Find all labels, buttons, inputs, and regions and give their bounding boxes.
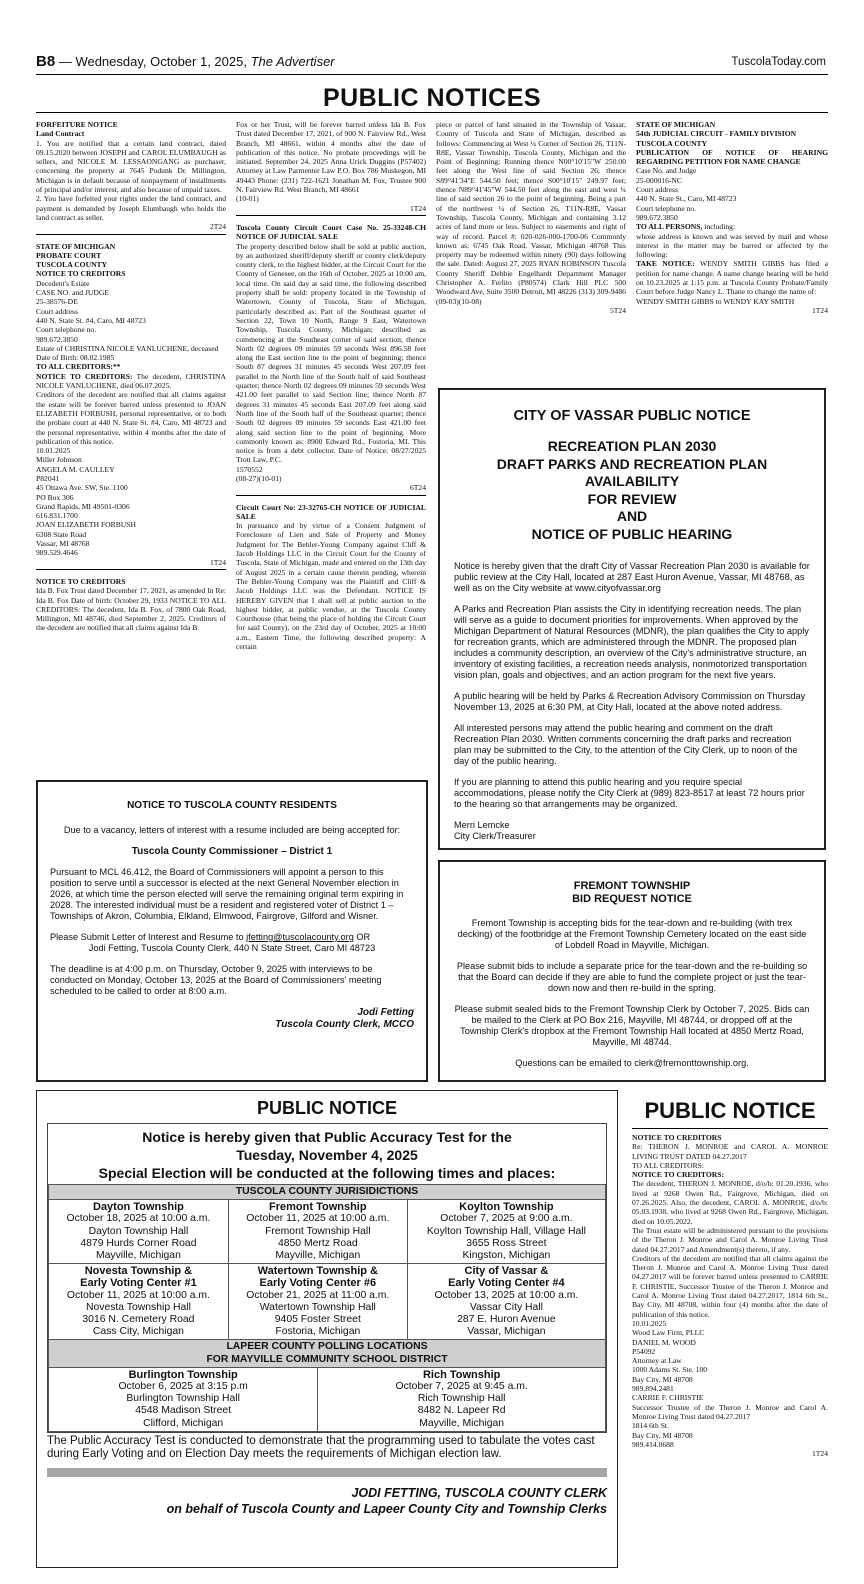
- monroe-line: 10.01.2025: [632, 1318, 667, 1328]
- accuracy-headline-line: Tuesday, November 4, 2025: [236, 1147, 418, 1163]
- vassar-paragraph: A Parks and Recreation Plan assists the City in identifying recreation needs. The plan will serve as a guide to document priorities for improvements. When approved by the Michigan Department of Natural Resources (MDNR), the plan qualifies the City to apply for recreation grants, which are administered through the MDNR. The proposed plan includes a community description, an overview of the City's administrative structure, an inventory of existing facilities, a recreation needs analysis, nonmotorized transportation vision plan, goals and objectives, and an action program for the next five years.: [454, 604, 809, 680]
- voting-center-name: Early Voting Center #4: [448, 1277, 565, 1290]
- judicial-sale-number: 1570552: [236, 464, 263, 474]
- probate-line: Court telephone no.: [36, 325, 97, 335]
- test-city: Fostoria, Michigan: [275, 1326, 361, 1338]
- take-notice-text: WENDY SMITH GIBBS has filed a petition for name change. A name change hearing will be held on 10.23.2025 at 1:15 p.m. at Tuscola County Probate/Family Court before Judge Nancy L. Thane to change the name of:: [636, 259, 828, 297]
- probate-line: Vassar, MI 48768: [36, 539, 90, 549]
- monroe-paragraph: The Trust estate will be administered pursuant to the provisions of the Theron J. Monroe and Carol A. Monroe Living Trust dated 04.27.2017 and Amendment(s) thereto, if any.: [632, 1225, 828, 1254]
- probate-line: Estate of CHRISTINA NICOLE VANLUCHENE, deceased: [36, 343, 219, 353]
- submit-or: OR: [353, 932, 371, 942]
- judicial-sale-body: The property described below shall be sold at public auction, by an authorized sheriff/deputy sheriff or county clerk/deputy county clerk, to the highest bidder, at the Circuit Court for the County of Genesee, on the 16th of October, 2025 at 10:00 am, local time. On said day at said time, the following described property shall be sold: property located in the Township of Watertown, County of Tuscola, State of Michigan, particularly described as: Part of the Southeast quarter of Section 22, Town 10 North, Range 9 East, Watertown Township, Tuscola County, Michigan; described as commencing at the Southeast corner of said section; thence North 02 degrees 09 minutes 59 seconds West 896.58 feet along the East section line to the point of beginning; thence South 87 degrees 31 minutes 45 seconds West 207.09 feet parallel to the North line of the South half of said Southeast quarter; thence North 02 degrees 09 minutes 59 seconds West 421.00 feet parallel to said Section line; thence North 87 degrees 31 minutes 45 seconds East 207.09 feet along said North line of the South half of the Southeast quarter; thence South 02 degrees 09 minutes 59 seconds East 421.00 feet along said section line to the point of beginning. More commonly known as: 8900 Edward Rd., Fostoria, MI. This notice is from a debt collector. Date of Notice: 08/27/2025 Trott Law, P.C.: [236, 241, 426, 465]
- fox-trust-dates: (10-01): [236, 194, 259, 204]
- test-street: 4879 Hurds Corner Road: [80, 1237, 197, 1249]
- polling-table: [48, 1184, 606, 1432]
- location-cell: [49, 1200, 229, 1264]
- forfeiture-paragraph-1: 1. You are notified that a certain land contract, dated 09.15.2020 between JOSEPH and CAROL ELUMBAUGH as sellers, and NICOLE M. LESSAONGANG as purchaser, concerning the property at 7645 Podunk Dr. Millington, Michigan is in default because of nonpayment of installments of principal and/or interest, and also because of unpaid taxes.: [36, 138, 226, 195]
- insertion-code: 1T24: [409, 203, 426, 213]
- probate-line: Decedent's Estate: [36, 278, 90, 288]
- township-name: City of Vassar &: [464, 1265, 549, 1278]
- vassar-paragraph: All interested persons may attend the public hearing and comment on the draft Recreation Plan 2030. Written comments concerning the draft parks and recreation plan may be submitted to the City, to the attention of the City Clerk, up to noon of the day of the public hearing.: [454, 723, 798, 766]
- name-change-whose: whose address is known and was served by mail and whose interest in the matter may be barred or affected by the following:: [636, 231, 828, 260]
- test-datetime: October 21, 2025 at 11:00 a.m.: [246, 1289, 390, 1301]
- to-all-text: including:: [702, 222, 736, 232]
- to-all-label: TO ALL PERSONS,: [636, 222, 703, 232]
- tuscola-jurisdictions-band: TUSCOLA COUNTY JURISIDICTIONS: [49, 1185, 606, 1200]
- name-change-line: 440 N. State St., Caro, MI 48723: [636, 194, 737, 204]
- monroe-line: 989.414.0688: [632, 1439, 674, 1449]
- paper-name: The Advertiser: [250, 54, 335, 69]
- location-cell: [318, 1367, 606, 1431]
- vassar-city-heading: CITY OF VASSAR PUBLIC NOTICE: [513, 408, 751, 424]
- accuracy-headline-line: Notice is hereby given that Public Accuracy Test for the: [142, 1129, 512, 1145]
- monroe-body: [632, 1133, 828, 1458]
- test-datetime: October 18, 2025 at 10:00 a.m.: [66, 1213, 211, 1225]
- submit-address: Jodi Fetting, Tuscola County Clerk, 440 N State Street, Caro MI 48723: [88, 943, 376, 953]
- location-cell: [49, 1367, 318, 1431]
- probate-line: 45 Ottawa Ave. SW, Ste. 1100: [36, 483, 128, 493]
- probate-line: CASE NO. and JUDGE: [36, 288, 109, 298]
- monroe-line: 1000 Adams St. Ste. 100: [632, 1365, 708, 1375]
- probate-heading: TUSCOLA COUNTY: [36, 260, 108, 270]
- location-cell: [49, 1264, 229, 1340]
- name-change-line: 25-000016-NC: [636, 175, 682, 185]
- test-venue: Fremont Township Hall: [265, 1225, 371, 1237]
- probate-line: 989.529.4646: [36, 548, 78, 558]
- probate-line: 440 N. State St. #4, Caro, MI 48723: [36, 315, 146, 325]
- judicial-sale-2-body: In pursuance and by virtue of a Consent Judgment of Foreclosure of Lien and Sale of Property and Money Judgment for The Behler-Young Company against Cliff & Jacob Holdings LLC in the Circuit Court for the County of Tuscola, State of Michigan, made and entered on the 13th day of August 2025 in a certain cause therein pending, wherein The Behler-Young Company was the Plaintiff and Cliff & Jacob Holdings LLC was the Defendant. NOTICE IS HEREBY GIVEN that I shall sell at public auction to the highest bidder, at public vendue, at the Tuscola County Courthouse (that being the place of holding the Circuit Court for said County), on the 23rd day of October, 2025 at 10:00 a.m., Eastern Time, the following described property: A certain: [236, 521, 426, 652]
- signature-title: Tuscola County Clerk, MCCO: [275, 1019, 414, 1030]
- vassar-title-line: RECREATION PLAN 2030: [547, 438, 717, 454]
- judicial-sale-2-continued: piece or parcel of land situated in the Township of Vassar, County of Tuscola and State of Michigan, described as follows: Commencing at West ¼ Corner of Section 26, T11N-R8E, Vassar Township, Tuscola County, Michigan and the Point of Beginning; Running thence N00°10'15"W 250.00 feet along the West line of said Section 26; thence S89°41'34"E 544.50 feet; thence S00°10'15" 249.97 feet; thence N89°41'45"W 544.50 feet along the east and west ¼ line of said section 26 to the point of beginning. Being a part of the northwest ¼ of Section 26, T11N-R8E, Vassar Township, Tuscola County, Michigan and containing 3.12 acres of land more or less. Subject to easements and right of way of record. Parcel #: 020-026-000-1700-06 Commonly known as: 6745 Oak Road, Vassar, Michigan 48768 This property may be redeemed within ninety (90) days following the sale. Dated: August 27, 2025 RYAN ROBINSON Tuscola County Sheriff Debbie Engelhardt Department Manager Christopher A. Ferlito (P80574) Clark Hill PLC 500 Woodward Ave, Suite 3500 Detroit, MI 48226 (313) 309-9486: [436, 120, 626, 297]
- probate-line: 6308 State Road: [36, 529, 87, 539]
- creditors-body: Ida B. Fox Trust dated December 17, 2021, as amended In Re: Ida B. Fox Date of birth: October 29, 1933 NOTICE TO ALL CREDITORS: The decedent, Ida B. Fox, of 7800 Oak Road, Millington, MI 48746, died September 2, 2025. Creditors of the decedent are notified that all claims against Ida B.: [36, 586, 226, 633]
- probate-line: ANGELA M. CAULLEY: [36, 464, 115, 474]
- fremont-bid-notice: [438, 860, 826, 1082]
- test-street: 4548 Madison Street: [135, 1405, 232, 1417]
- vassar-signature-name: Merri Lemcke: [454, 820, 510, 830]
- vassar-title-line: FOR REVIEW: [587, 490, 677, 507]
- monroe-line: 1814 6th St.: [632, 1421, 669, 1431]
- take-notice: [636, 259, 828, 296]
- fremont-title: [454, 880, 810, 906]
- probate-body: Creditors of the decedent are notified that all claims against the estate will be forever barred unless presented to JOAN ELIZABETH FORBUSH, personal representative, or to both the probate court at 440 N. State St. #4, Caro, MI 48723 and the personal representative, within 4 months after the date of publication of this notice.: [36, 390, 226, 446]
- test-venue: Rich Township Hall: [417, 1393, 506, 1405]
- vassar-paragraph: A public hearing will be held by Parks & Recreation Advisory Commission on Thursday November 13, 2025 at 6:30 PM, at City Hall, located at the above noted address.: [454, 691, 806, 712]
- test-venue: Dayton Township Hall: [88, 1225, 189, 1237]
- probate-notice-label: NOTICE TO CREDITORS:: [36, 371, 133, 381]
- vassar-body: [454, 561, 810, 842]
- location-cell: [228, 1264, 407, 1340]
- monroe-line: Successor Trustee of the Theron J. Monroe and Carol A. Monroe Living Trust dated 04.27.2017: [632, 1402, 828, 1421]
- vassar-signature-title: City Clerk/Treasurer: [454, 831, 536, 841]
- name-change-heading: TUSCOLA COUNTY: [636, 138, 708, 148]
- page-header-left: [36, 53, 335, 70]
- probate-heading: STATE OF MICHIGAN: [36, 241, 116, 251]
- submit-text: Please Submit Letter of Interest and Resume to: [50, 932, 247, 942]
- tuscola-residents-title: NOTICE TO TUSCOLA COUNTY RESIDENTS: [127, 800, 337, 811]
- monroe-line: Bay City, MI 48708: [632, 1374, 693, 1384]
- test-street: 3655 Ross Street: [466, 1237, 547, 1249]
- probate-notice-text: The decedent, CHRISTINA NICOLE VANLUCHENE, died 06.07.2025.: [36, 371, 226, 391]
- monroe-line: Bay City, MI 48708: [632, 1430, 693, 1440]
- test-city: Vassar, Michigan: [467, 1326, 546, 1338]
- voting-center-name: Early Voting Center #1: [80, 1277, 197, 1290]
- tuscola-residents-paragraph: Pursuant to MCL 46.412, the Board of Commissioners will appoint a person to this position to serve until a successor is elected at the next General November election in 2026, at which time the person elected will serve the remaining original term expiring in 2028. The interested individual must be a resident and registered voter of District 1 – Townships of Akron, Columbia, Elkland, Elmwood, Fairgrove, Gilford and Wisner.: [50, 867, 404, 921]
- insertion-code: 1T24: [811, 305, 828, 315]
- test-datetime: October 11, 2025 at 10:00 a.m.: [246, 1213, 390, 1225]
- fremont-body: [454, 918, 810, 1069]
- vassar-title-block: [454, 438, 810, 543]
- monroe-line: Wood Law Firm, PLLC: [632, 1328, 705, 1338]
- creditors-heading: NOTICE TO CREDITORS: [36, 576, 126, 586]
- township-name: Dayton Township: [93, 1201, 184, 1214]
- fox-trust-continued: Fox or her Trust, will be forever barred unless Ida B. Fox Trust dated December 17, 2021, of 900 N. Fairview Rd., West Branch, MI 48661, within 4 months after the date of publication of this notice. No probate proceedings will be initiated. September 24, 2025 Anna Urick Duggins (P57402) Attorney at Law Parmenter Law P.O. Box 786 Muskegon, MI 49443 Phone: (231) 722-1621 Jonathan M. Fox, Trustee 900 N. Fairview Rd. West Branch, MI 48661: [236, 120, 426, 195]
- accuracy-headline-line: Special Election will be conducted at the following times and places:: [98, 1165, 556, 1181]
- test-venue: Koylton Township Hall, Village Hall: [426, 1225, 586, 1237]
- name-change-result: WENDY SMITH GIBBS to WENDY KAY SMITH: [636, 296, 795, 306]
- judicial-sale-dates: (08-27)(10-01): [236, 473, 282, 483]
- test-venue: Vassar City Hall: [469, 1301, 543, 1313]
- probate-heading: PROBATE COURT: [36, 250, 102, 260]
- test-venue: Watertown Township Hall: [259, 1301, 376, 1313]
- column-3: [436, 120, 626, 315]
- accuracy-notice-title: PUBLIC NOTICE: [256, 1098, 397, 1118]
- insertion-code: 1T24: [811, 1449, 828, 1459]
- test-datetime: October 13, 2025 at 10:00 a.m.: [434, 1289, 579, 1301]
- probate-line: 10.01.2025: [36, 446, 71, 456]
- test-venue: Burlington Township Hall: [126, 1393, 240, 1405]
- monroe-to-all: TO ALL CREDITORS:: [632, 1160, 705, 1170]
- signature-name: Jodi Fetting: [357, 1007, 414, 1018]
- name-change-line: Court telephone no.: [636, 203, 697, 213]
- test-city: Kingston, Michigan: [462, 1250, 551, 1262]
- take-notice-label: TAKE NOTICE:: [636, 259, 695, 269]
- gray-divider-bar: [47, 1468, 607, 1477]
- lapeer-band-line: FOR MAYVILLE COMMUNITY SCHOOL DISTRICT: [206, 1353, 448, 1365]
- test-city: Mayville, Michigan: [95, 1250, 181, 1262]
- signature-title: on behalf of Tuscola County and Lapeer County City and Township Clerks: [166, 1501, 607, 1516]
- page-number: B8: [36, 53, 56, 70]
- separator: [36, 569, 226, 570]
- submit-line: [50, 932, 414, 943]
- monroe-line: CARRIE F. CHRISTIE: [632, 1393, 704, 1403]
- fremont-title-line: FREMONT TOWNSHIP: [573, 880, 691, 892]
- dateline: Wednesday, October 1, 2025,: [75, 54, 247, 69]
- vassar-paragraph: Notice is hereby given that the draft City of Vassar Recreation Plan 2030 is available for public review at the City Hall, located at 287 East Huron Avenue, Vassar, MI 48768, as well as on the City website at www.cityofvassar.org: [454, 561, 810, 593]
- monroe-re: Re: THERON J. MONROE and CAROL A. MONROE LIVING TRUST DATED 04.27.2017: [632, 1142, 828, 1161]
- forfeiture-paragraph-2: 2. You have forfeited your rights under the land contract, and payment is demanded by Joseph Elumbaugh who holds the land contract as seller.: [36, 194, 226, 222]
- forfeiture-subheading: Land Contract: [36, 129, 85, 139]
- lapeer-band: [49, 1340, 606, 1367]
- test-city: Mayville, Michigan: [275, 1250, 361, 1262]
- test-city: Clifford, Michigan: [143, 1417, 224, 1429]
- name-change-line: Case No. and Judge: [636, 166, 697, 176]
- title-rule: [36, 112, 828, 113]
- probate-notice: [36, 372, 226, 391]
- monroe-line: Attorney at Law: [632, 1356, 682, 1366]
- insertion-code: 1T24: [209, 557, 226, 567]
- probate-line: P82041: [36, 473, 60, 483]
- name-change-line: 989.672.3850: [636, 212, 678, 222]
- monroe-line: P54092: [632, 1346, 656, 1356]
- page-title: PUBLIC NOTICES: [322, 84, 542, 112]
- judicial-sale-2-heading: Circuit Court No: 23-32765-CH NOTICE OF JUDICIAL SALE: [236, 502, 426, 521]
- test-street: 287 E. Huron Avenue: [457, 1314, 556, 1326]
- tuscola-residents-intro: Due to a vacancy, letters of interest with a resume included are being accepted for:: [63, 825, 401, 835]
- test-city: Mayville, Michigan: [419, 1417, 505, 1429]
- accuracy-headline: [48, 1124, 606, 1184]
- monroe-paragraph: Creditors of the decedent are notified that all claims against the Theron J. Monroe and Carol A. Monroe Living Trust dated 04.27.2017 will be forever barred unless presented to CARRIE F. CHRISTIE, Successor Trustee of the Theron J. Monroe and Carol A. Monroe Living Trust dated 04.27.2017, 1814 6th St., Bay City, MI 48708, within four (4) months after the date of publication of this notice.: [632, 1253, 828, 1319]
- probate-heading: NOTICE TO CREDITORS: [36, 269, 126, 279]
- judicial-sale-heading: Tuscola County Circuit Court Case No. 25-33248-CH NOTICE OF JUDICIAL SALE: [236, 222, 426, 242]
- location-cell: [407, 1200, 605, 1264]
- probate-line: JOAN ELIZABETH FORBUSH: [36, 520, 136, 530]
- separator: [236, 495, 426, 496]
- insertion-code: 6T24: [409, 483, 426, 493]
- probate-line: Date of Birth: 08.02.1985: [36, 353, 115, 363]
- tuscola-residents-body: [50, 825, 414, 1031]
- fremont-paragraph: Questions can be emailed to clerk@fremonttownship.org.: [515, 1058, 749, 1068]
- vassar-recreation-notice: [438, 388, 826, 850]
- accuracy-signature: [47, 1485, 607, 1517]
- probate-to-all: TO ALL CREDITORS:**: [36, 362, 121, 372]
- township-name: Koylton Township: [459, 1201, 554, 1214]
- lapeer-band-line: LAPEER COUNTY POLLING LOCATIONS: [226, 1341, 428, 1353]
- column-1: [36, 120, 226, 633]
- monroe-public-notice: [632, 1098, 828, 1458]
- accuracy-test-notice: [36, 1090, 618, 1568]
- probate-line: Grand Rapids, MI 49501-0306: [36, 501, 130, 511]
- name-change-line: Court address: [636, 185, 678, 195]
- test-datetime: October 7, 2025 at 9:45 a.m.: [395, 1381, 528, 1393]
- tuscola-signature: [50, 1007, 414, 1031]
- column-4: [636, 120, 828, 315]
- deadline-paragraph: The deadline is at 4:00 p.m. on Thursday, October 9, 2025 with interviews to be conducted on Monday, October 13, 2025 at the Board of Commissioners' meeting scheduled to be called to order at 8:00 a.m.: [50, 964, 382, 996]
- township-name: Burlington Township: [128, 1368, 238, 1381]
- test-datetime: October 11, 2025 at 10:00 a.m.: [66, 1289, 210, 1301]
- test-city: Cass City, Michigan: [92, 1326, 184, 1338]
- dash: —: [58, 54, 76, 69]
- monroe-line: 989.894.2481: [632, 1384, 674, 1394]
- township-name: Novesta Township &: [84, 1265, 193, 1278]
- probate-line: PO Box 306: [36, 492, 74, 502]
- judicial-sale-2-dates: (09-03)(10-08): [436, 296, 482, 306]
- monroe-line: DANIEL M. WOOD: [632, 1337, 696, 1347]
- header-rule: [36, 74, 828, 75]
- fremont-paragraph: Please submit bids to include a separate price for the tear-down and the re-building so that the Board can decide if they are able to fund the complete project or just the tear-down now and then re-build in the spring.: [456, 961, 808, 993]
- township-name: Fremont Township: [269, 1201, 367, 1214]
- monroe-heading: NOTICE TO CREDITORS: [632, 1133, 722, 1142]
- location-cell: [228, 1200, 407, 1264]
- fremont-title-line: BID REQUEST NOTICE: [572, 893, 692, 905]
- probate-line: 989.672.3850: [36, 334, 78, 344]
- township-name: Watertown Township &: [257, 1265, 378, 1278]
- test-street: 3016 N. Cemetery Road: [82, 1314, 195, 1326]
- site-name: TuscolaToday.com: [731, 56, 826, 68]
- accuracy-inner-frame: [47, 1123, 607, 1433]
- township-name: Rich Township: [422, 1368, 501, 1381]
- test-street: 8482 N. Lapeer Rd: [417, 1405, 506, 1417]
- vassar-paragraph: If you are planning to attend this public hearing and you require special accommodations, please notify the City Clerk at (989) 823-8517 at least 72 hours prior to the hearing so that arrangements may be organized.: [454, 777, 805, 809]
- separator: [236, 215, 426, 216]
- name-change-heading: 54th JUDICIAL CIRCUIT - FAMILY DIVISION: [636, 129, 797, 139]
- test-datetime: October 7, 2025 at 9:00 a.m.: [440, 1213, 573, 1225]
- clerk-email-link[interactable]: jfetting@tuscolacounty.org: [246, 932, 354, 942]
- test-venue: Novesta Township Hall: [85, 1301, 191, 1313]
- vassar-title-line: NOTICE OF PUBLIC HEARING: [531, 525, 733, 542]
- voting-center-name: Early Voting Center #6: [259, 1277, 377, 1290]
- vassar-title-line: DRAFT PARKS AND RECREATION PLAN AVAILABILITY: [496, 455, 768, 489]
- probate-line: 25-38576-DE: [36, 297, 78, 307]
- insertion-code: 5T24: [609, 305, 626, 315]
- separator: [36, 234, 226, 235]
- commissioner-seat: Tuscola County Commissioner – District 1: [131, 846, 333, 857]
- test-datetime: October 6, 2025 at 3:15 p.m: [118, 1381, 248, 1393]
- name-change-heading: PUBLICATION OF NOTICE OF HEARING REGARDING PETITION FOR NAME CHANGE: [636, 147, 828, 167]
- fremont-paragraph: Please submit sealed bids to the Fremont Township Clerk by October 7, 2025. Bids can be mailed to the Clerk at PO Box 216, Mayville, MI 48744, or dropped off at the Township Clerk's dropbox at the Fremont Township Hall located at 4850 Mertz Road, Mayville, MI 48744.: [454, 1004, 810, 1047]
- monroe-notice-title: PUBLIC NOTICE: [644, 1098, 816, 1123]
- signature-name: JODI FETTING, TUSCOLA COUNTY CLERK: [351, 1485, 607, 1500]
- vassar-title-line: AND: [616, 508, 648, 524]
- title-rule: [632, 1128, 828, 1129]
- monroe-heading: NOTICE TO CREDITORS:: [632, 1170, 724, 1180]
- fremont-paragraph: Fremont Township is accepting bids for the tear-down and re-building (with trex decking) of the footbridge at the Fremont Township Cemetery located on the east side of Lobdell Road in Mayville, Michigan.: [457, 918, 807, 950]
- forfeiture-heading: FORFEITURE NOTICE: [36, 120, 118, 129]
- name-change-heading: STATE OF MICHIGAN: [636, 120, 716, 129]
- column-2: [236, 120, 426, 651]
- test-street: 9405 Foster Street: [274, 1314, 361, 1326]
- accuracy-footer-text: The Public Accuracy Test is conducted to demonstrate that the programming used to tabulate the votes cast during Early Voting and on Election Day meets the requirements of Michigan election law.: [47, 1434, 595, 1461]
- to-all-persons: [636, 222, 828, 231]
- probate-line: Court address: [36, 306, 78, 316]
- test-street: 4850 Mertz Road: [277, 1237, 358, 1249]
- location-cell: [407, 1264, 605, 1340]
- probate-line: Miller Johnson: [36, 455, 82, 465]
- probate-line: 616.831.1700: [36, 511, 78, 521]
- insertion-code: 2T24: [209, 222, 226, 232]
- monroe-paragraph: The decedent, THERON J. MONROE, d/o/b: 01.20.1936, who lived at 9268 Owen Rd., Fairgrove, Michigan, died on 07.26.2025. Also, the decedent, CAROL A. MONROE, d/o/b: 05.03.1938, who lived at 9268 Owen Rd., Fairgrove, Michigan, died on 10.05.2022.: [632, 1179, 828, 1226]
- tuscola-residents-notice: [36, 780, 428, 1082]
